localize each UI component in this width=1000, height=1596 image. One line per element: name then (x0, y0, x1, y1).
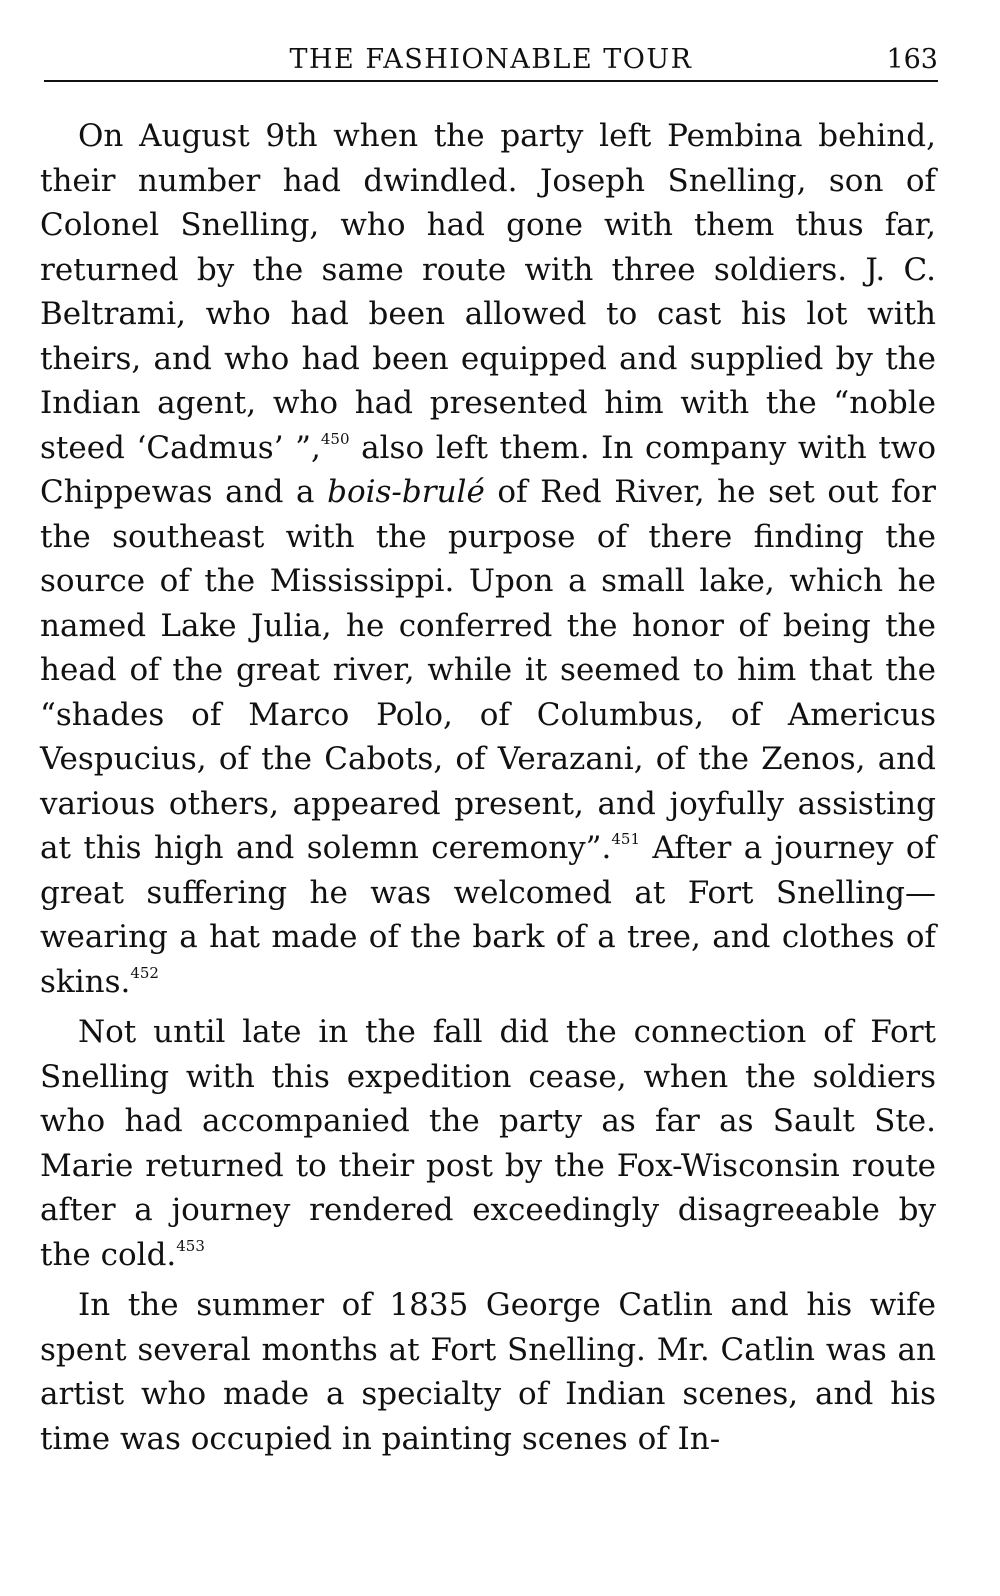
paragraph (40, 114, 936, 1004)
text-run: In the summer of 1835 George Catlin and his wife spent several months at Fort Snelling. Mr. Catlin was an artist who made a specialty of Indian scenes, and his time was occupied in painting scenes of In- (40, 1287, 936, 1457)
footnote-ref-451: 451 (611, 830, 641, 848)
text-run: After a journey of great suffering he was welcomed at Fort Snelling—wearing a hat made of the bark of a tree, and clothes of skins. (40, 830, 936, 1000)
italic-term: bois-brulé (327, 474, 485, 510)
running-title: THE FASHIONABLE TOUR (289, 44, 693, 75)
text-run: also left them. In company with two Chippewas and a (40, 429, 936, 510)
footnote-ref-452: 452 (130, 963, 159, 982)
paragraph (40, 1010, 936, 1277)
text-run: Not until late in the fall did the connection of Fort Snelling with this expedition cease, when the soldiers who had accompanied the party as far as Sault Ste. Marie returned to their post by the Fox-Wisconsin route after a journey rendered exceedingly disagreeable by the cold. (40, 1014, 936, 1273)
page-number: 163 (886, 44, 938, 75)
body-text (40, 114, 936, 1467)
running-header (44, 40, 938, 82)
footnote-ref-450: 450 (320, 429, 350, 448)
footnote-ref-453: 453 (176, 1236, 205, 1255)
text-run: On August 9th when the party left Pembina behind, their number had dwindled. Joseph Snelling, son of Colonel Snelling, who had gone with them thus far, returned by the same route with three soldiers. J. C. Beltrami, who had been allowed to cast his lot with theirs, and who had been equipped and supplied by the Indian agent, who had presented him with the “noble steed ‘Cadmus’ ”, (40, 118, 936, 466)
text-run: of Red River, he set out for the southeast with the purpose of there finding the source of the Mississippi. Upon a small lake, which he named Lake Julia, he conferred the honor of being the head of the great river, while it seemed to him that the “shades of Marco Polo, of Columbus, of Americus Vespucius, of the Cabots, of Verazani, of the Zenos, and various others, appeared present, and joyfully assisting at this high and solemn ceremony”. (40, 474, 936, 866)
paragraph (40, 1283, 936, 1461)
